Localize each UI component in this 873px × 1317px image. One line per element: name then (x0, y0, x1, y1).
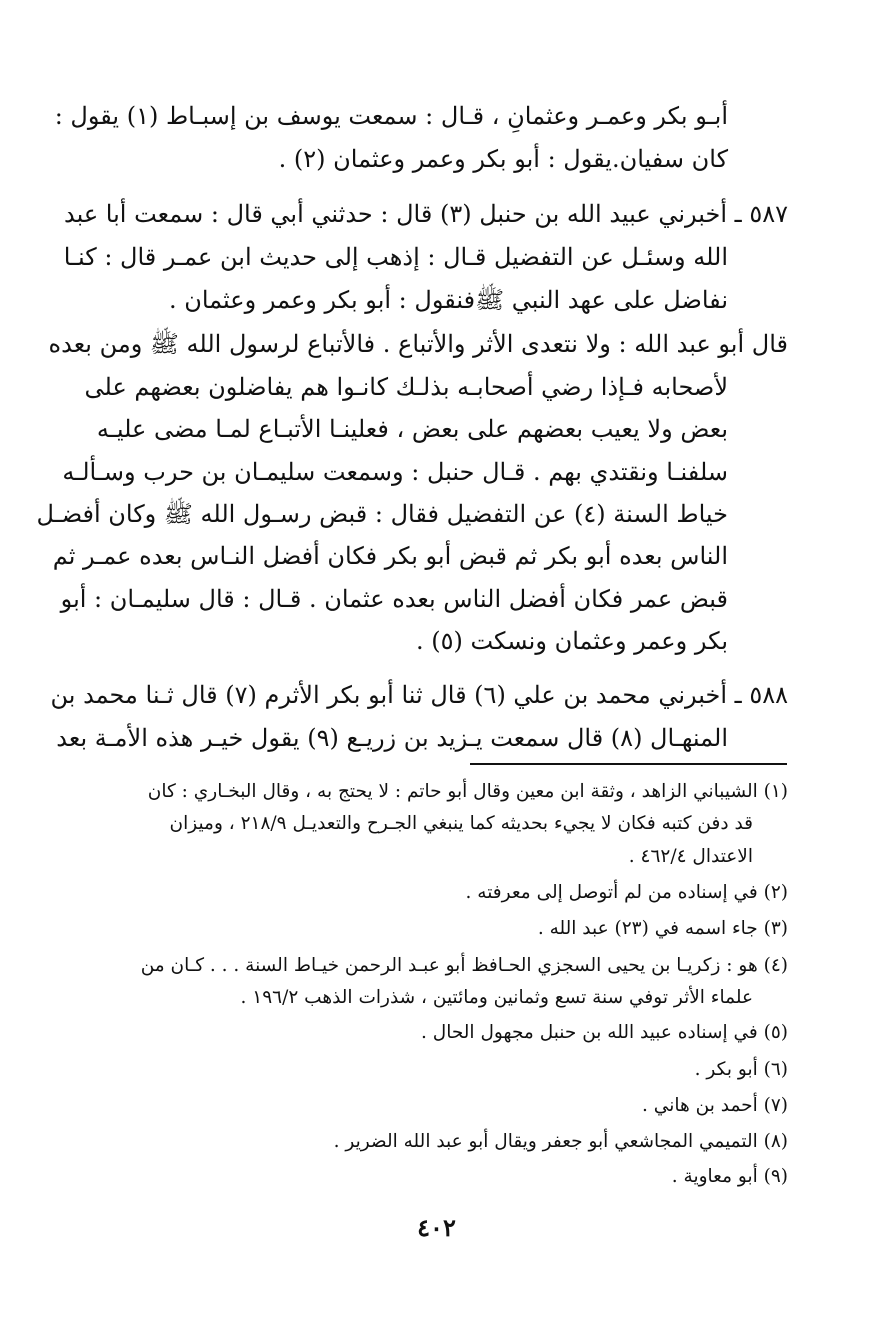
body-line: المنهـال (٨) قال سمعت يـزيد بن زريـع (٩) يقول خيـر هذه الأمـة بعد (56, 724, 728, 752)
body-line: بعض ولا يعيب بعضهم على بعض ، فعلينـا الأتبـاع لمـا مضى عليـه (96, 415, 728, 443)
body-line: قبض عمر فكان أفضل الناس بعده عثمان . قـال : قال سليمـان : أبو (60, 585, 728, 613)
page-number: ٤٠٢ (417, 1213, 456, 1242)
body-line: خياط السنة (٤) عن التفضيل فقال : قبض رسـول الله ﷺ وكان أفضـل (36, 500, 728, 528)
footnote-line: (٤) هو : زكريـا بن يحيى السجزي الحـافظ أبو عبـد الرحمن خيـاط السنة . . . كـان من (140, 955, 788, 976)
footnote-line: (٥) في إسناده عبيد الله بن حنبل مجهول الحال . (421, 1022, 788, 1043)
footnote-line: قد دفن كتبه فكان لا يجيء بحديثه كما ينبغي الجـرح والتعديـل ٢١٨/٩ ، وميزان (169, 813, 753, 834)
footnote-line: (٩) أبو معاوية . (671, 1166, 788, 1187)
body-line: قال أبو عبد الله : ولا نتعدى الأثر والأتباع . فالأتباع لرسول الله ﷺ ومن بعده (48, 330, 788, 358)
body-line: سلفنـا ونقتدي بهم . قـال حنبل : وسمعت سليمـان بن حرب وسـألـه (62, 458, 728, 486)
body-line: الناس بعده أبو بكر ثم قبض أبو بكر فكان أفضل النـاس بعده عمـر ثم (52, 542, 728, 570)
body-line: نفاضل على عهد النبي ﷺفنقول : أبو بكر وعمر وعثمان . (168, 286, 728, 314)
footnote-line: (٨) التميمي المجاشعي أبو جعفر ويقال أبو عبد الله الضرير . (333, 1131, 788, 1152)
narration-587-line: ٥٨٧ ـ أخبرني عبيد الله بن حنبل (٣) قال : حدثني أبي قال : سمعت أبا عبد (64, 200, 788, 228)
footnote-line: الاعتدال ٤٦٢/٤ . (628, 846, 753, 867)
footnote-line: (٣) جاء اسمه في (٢٣) عبد الله . (537, 918, 788, 939)
body-line: لأصحابه فـإذا رضي أصحابـه بذلـك كانـوا هم يفاضلون بعضهم على (84, 373, 728, 401)
body-line: الله وسئـل عن التفضيل قـال : إذهب إلى حديث ابن عمـر قال : كنـا (63, 243, 728, 271)
body-line: أبـو بكر وعمـر وعثمانِ ، قـال : سمعت يوسف بن إسبـاط (١) يقول : (54, 102, 728, 130)
footnote-line: (١) الشيباني الزاهد ، وثقة ابن معين وقال أبو حاتم : لا يحتج به ، وقال البخـاري : كان (147, 781, 788, 802)
footnote-line: (٧) أحمد بن هاني . (642, 1095, 788, 1116)
footnote-separator (470, 763, 787, 765)
footnote-line: (٢) في إسناده من لم أتوصل إلى معرفته . (465, 882, 788, 903)
body-line: كان سفيان.يقول : أبو بكر وعمر وعثمان (٢) . (278, 145, 728, 173)
footnote-line: (٦) أبو بكر . (694, 1059, 788, 1080)
body-line: بكر وعمر وعثمان ونسكت (٥) . (415, 627, 728, 655)
narration-588-line: ٥٨٨ ـ أخبرني محمد بن علي (٦) قال ثنا أبو بكر الأثرم (٧) قال ثـنا محمد بن (50, 681, 788, 709)
footnote-line: علماء الأثر توفي سنة تسع وثمانين ومائتين ، شذرات الذهب ١٩٦/٢ . (240, 987, 753, 1008)
